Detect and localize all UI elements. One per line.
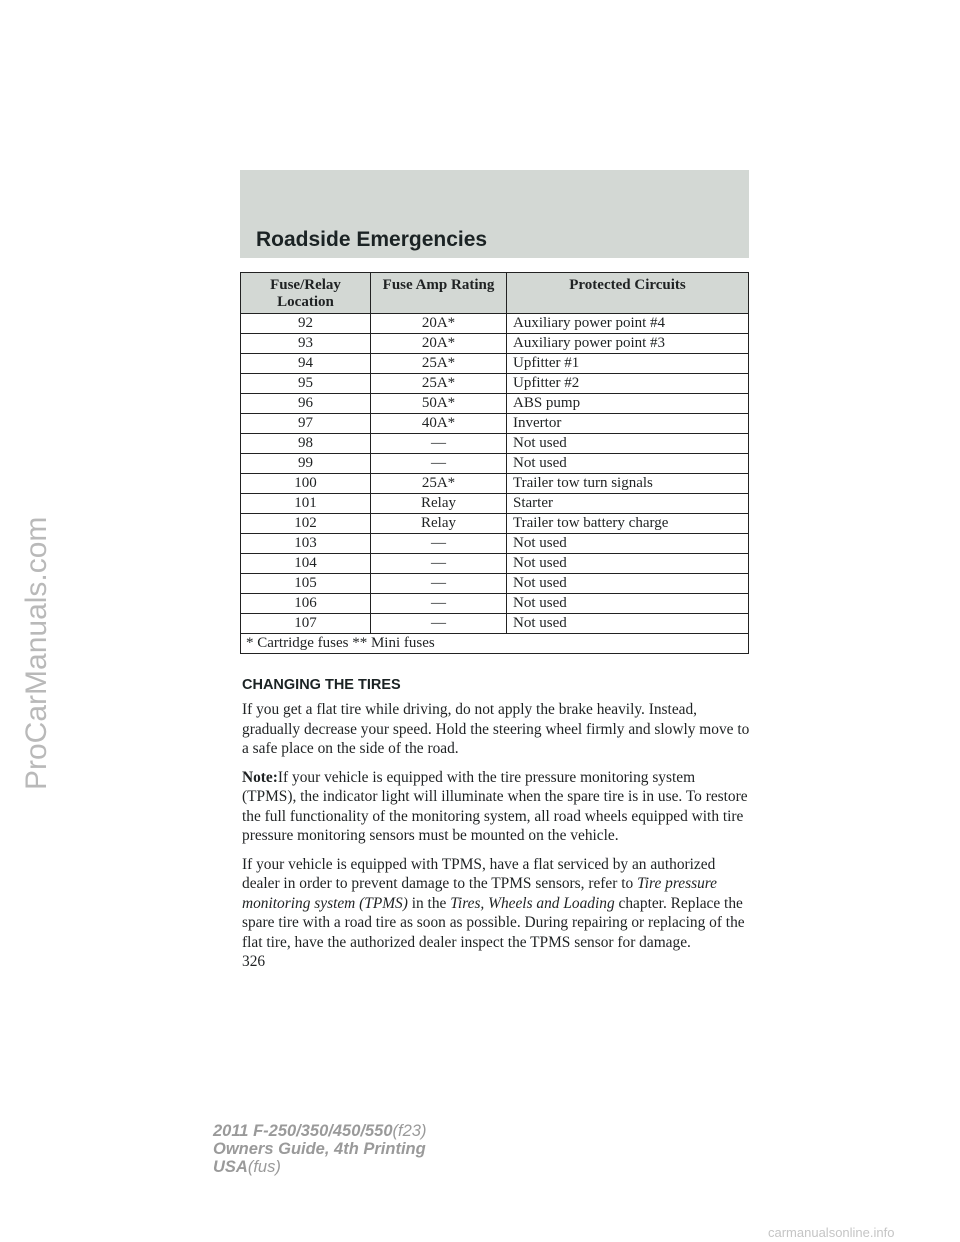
tpms-text-2: in the (407, 894, 451, 912)
location-cell: 98 (241, 434, 371, 454)
footer-region-code: (fus) (247, 1158, 281, 1176)
location-cell: 105 (241, 574, 371, 594)
table-row (241, 574, 749, 594)
table-header-row (241, 273, 749, 314)
circuit-cell: Not used (507, 614, 749, 634)
circuit-cell: Auxiliary power point #3 (507, 334, 749, 354)
location-cell: 94 (241, 354, 371, 374)
location-cell: 107 (241, 614, 371, 634)
header-location: Fuse/Relay Location (241, 273, 371, 314)
table-row (241, 354, 749, 374)
table-row (241, 414, 749, 434)
table-footnote-row (241, 634, 749, 654)
note-label: Note: (242, 768, 278, 786)
circuit-cell: Upfitter #1 (507, 354, 749, 374)
amp-cell: — (371, 614, 507, 634)
amp-cell: 25A* (371, 354, 507, 374)
location-cell: 96 (241, 394, 371, 414)
amp-cell: — (371, 594, 507, 614)
location-cell: 95 (241, 374, 371, 394)
table-row (241, 314, 749, 334)
circuit-cell: Not used (507, 554, 749, 574)
tpms-text-3: chapter. Replace the spare tire with a road tire as soon as possible. During repairing or replacing of the flat tire, have the authorized dealer inspect the TPMS sensor for damage. (242, 894, 745, 951)
circuit-cell: Upfitter #2 (507, 374, 749, 394)
table-row (241, 614, 749, 634)
footer-region: USA (213, 1158, 248, 1176)
paragraph-note (242, 768, 752, 846)
header-amp-rating: Fuse Amp Rating (371, 273, 507, 314)
bottom-watermark: carmanualsonline.info (768, 1225, 895, 1240)
circuit-cell: Trailer tow turn signals (507, 474, 749, 494)
table-row (241, 334, 749, 354)
note-text: If your vehicle is equipped with the tire pressure monitoring system (TPMS), the indicator light will illuminate when the spare tire is in use. To restore the full functionality of the monitoring system, all road wheels equipped with tire pressure monitoring sensors must be mounted on the vehicle. (242, 768, 748, 844)
location-cell: 99 (241, 454, 371, 474)
table-row (241, 434, 749, 454)
paragraph-flat-tire: If you get a flat tire while driving, do not apply the brake heavily. Instead, gradually decrease your speed. Hold the steering wheel firmly and slowly move to a safe place on the side of the road. (242, 701, 750, 757)
paragraph-tpms (242, 855, 752, 953)
tpms-reference: Tire pressure monitoring system (TPMS) (242, 875, 718, 912)
amp-cell: 25A* (371, 374, 507, 394)
table-row (241, 554, 749, 574)
amp-cell: Relay (371, 514, 507, 534)
amp-cell: — (371, 574, 507, 594)
table-row (241, 594, 749, 614)
table-row (241, 374, 749, 394)
location-cell: 102 (241, 514, 371, 534)
document-footer (213, 1122, 426, 1176)
circuit-cell: Not used (507, 534, 749, 554)
table-row (241, 394, 749, 414)
location-cell: 92 (241, 314, 371, 334)
table-row (241, 474, 749, 494)
chapter-reference: Tires, Wheels and Loading (450, 894, 615, 912)
side-watermark-text: ProCarManuals.com (20, 516, 53, 790)
fuse-table (240, 272, 749, 654)
amp-cell: — (371, 434, 507, 454)
circuit-cell: Starter (507, 494, 749, 514)
location-cell: 103 (241, 534, 371, 554)
amp-cell: — (371, 534, 507, 554)
amp-cell: 40A* (371, 414, 507, 434)
location-cell: 97 (241, 414, 371, 434)
circuit-cell: Not used (507, 434, 749, 454)
section-heading: CHANGING THE TIRES (242, 677, 401, 693)
location-cell: 100 (241, 474, 371, 494)
amp-cell: — (371, 554, 507, 574)
amp-cell: Relay (371, 494, 507, 514)
amp-cell: 25A* (371, 474, 507, 494)
circuit-cell: Auxiliary power point #4 (507, 314, 749, 334)
table-row (241, 534, 749, 554)
amp-cell: — (371, 454, 507, 474)
circuit-cell: Invertor (507, 414, 749, 434)
amp-cell: 50A* (371, 394, 507, 414)
amp-cell: 20A* (371, 314, 507, 334)
footer-guide: Owners Guide, 4th Printing (213, 1140, 426, 1158)
table-row (241, 454, 749, 474)
circuit-cell: Trailer tow battery charge (507, 514, 749, 534)
circuit-cell: Not used (507, 454, 749, 474)
table-footnote: * Cartridge fuses ** Mini fuses (241, 634, 749, 654)
table-body (241, 314, 749, 654)
location-cell: 101 (241, 494, 371, 514)
side-watermark (10, 230, 54, 790)
amp-cell: 20A* (371, 334, 507, 354)
footer-model: 2011 F-250/350/450/550 (213, 1122, 393, 1140)
location-cell: 106 (241, 594, 371, 614)
page-number: 326 (242, 953, 266, 970)
header-protected-circuits: Protected Circuits (507, 273, 749, 314)
body-text (242, 676, 752, 972)
section-header-band (240, 170, 749, 258)
circuit-cell: Not used (507, 594, 749, 614)
location-cell: 93 (241, 334, 371, 354)
circuit-cell: Not used (507, 574, 749, 594)
circuit-cell: ABS pump (507, 394, 749, 414)
location-cell: 104 (241, 554, 371, 574)
section-title: Roadside Emergencies (256, 228, 488, 251)
tpms-text-1: If your vehicle is equipped with TPMS, have a flat serviced by an authorized dealer in order to prevent damage to the TPMS sensors, refer to (242, 855, 716, 892)
footer-model-code: (f23) (392, 1122, 427, 1140)
table-row (241, 514, 749, 534)
table-row (241, 494, 749, 514)
